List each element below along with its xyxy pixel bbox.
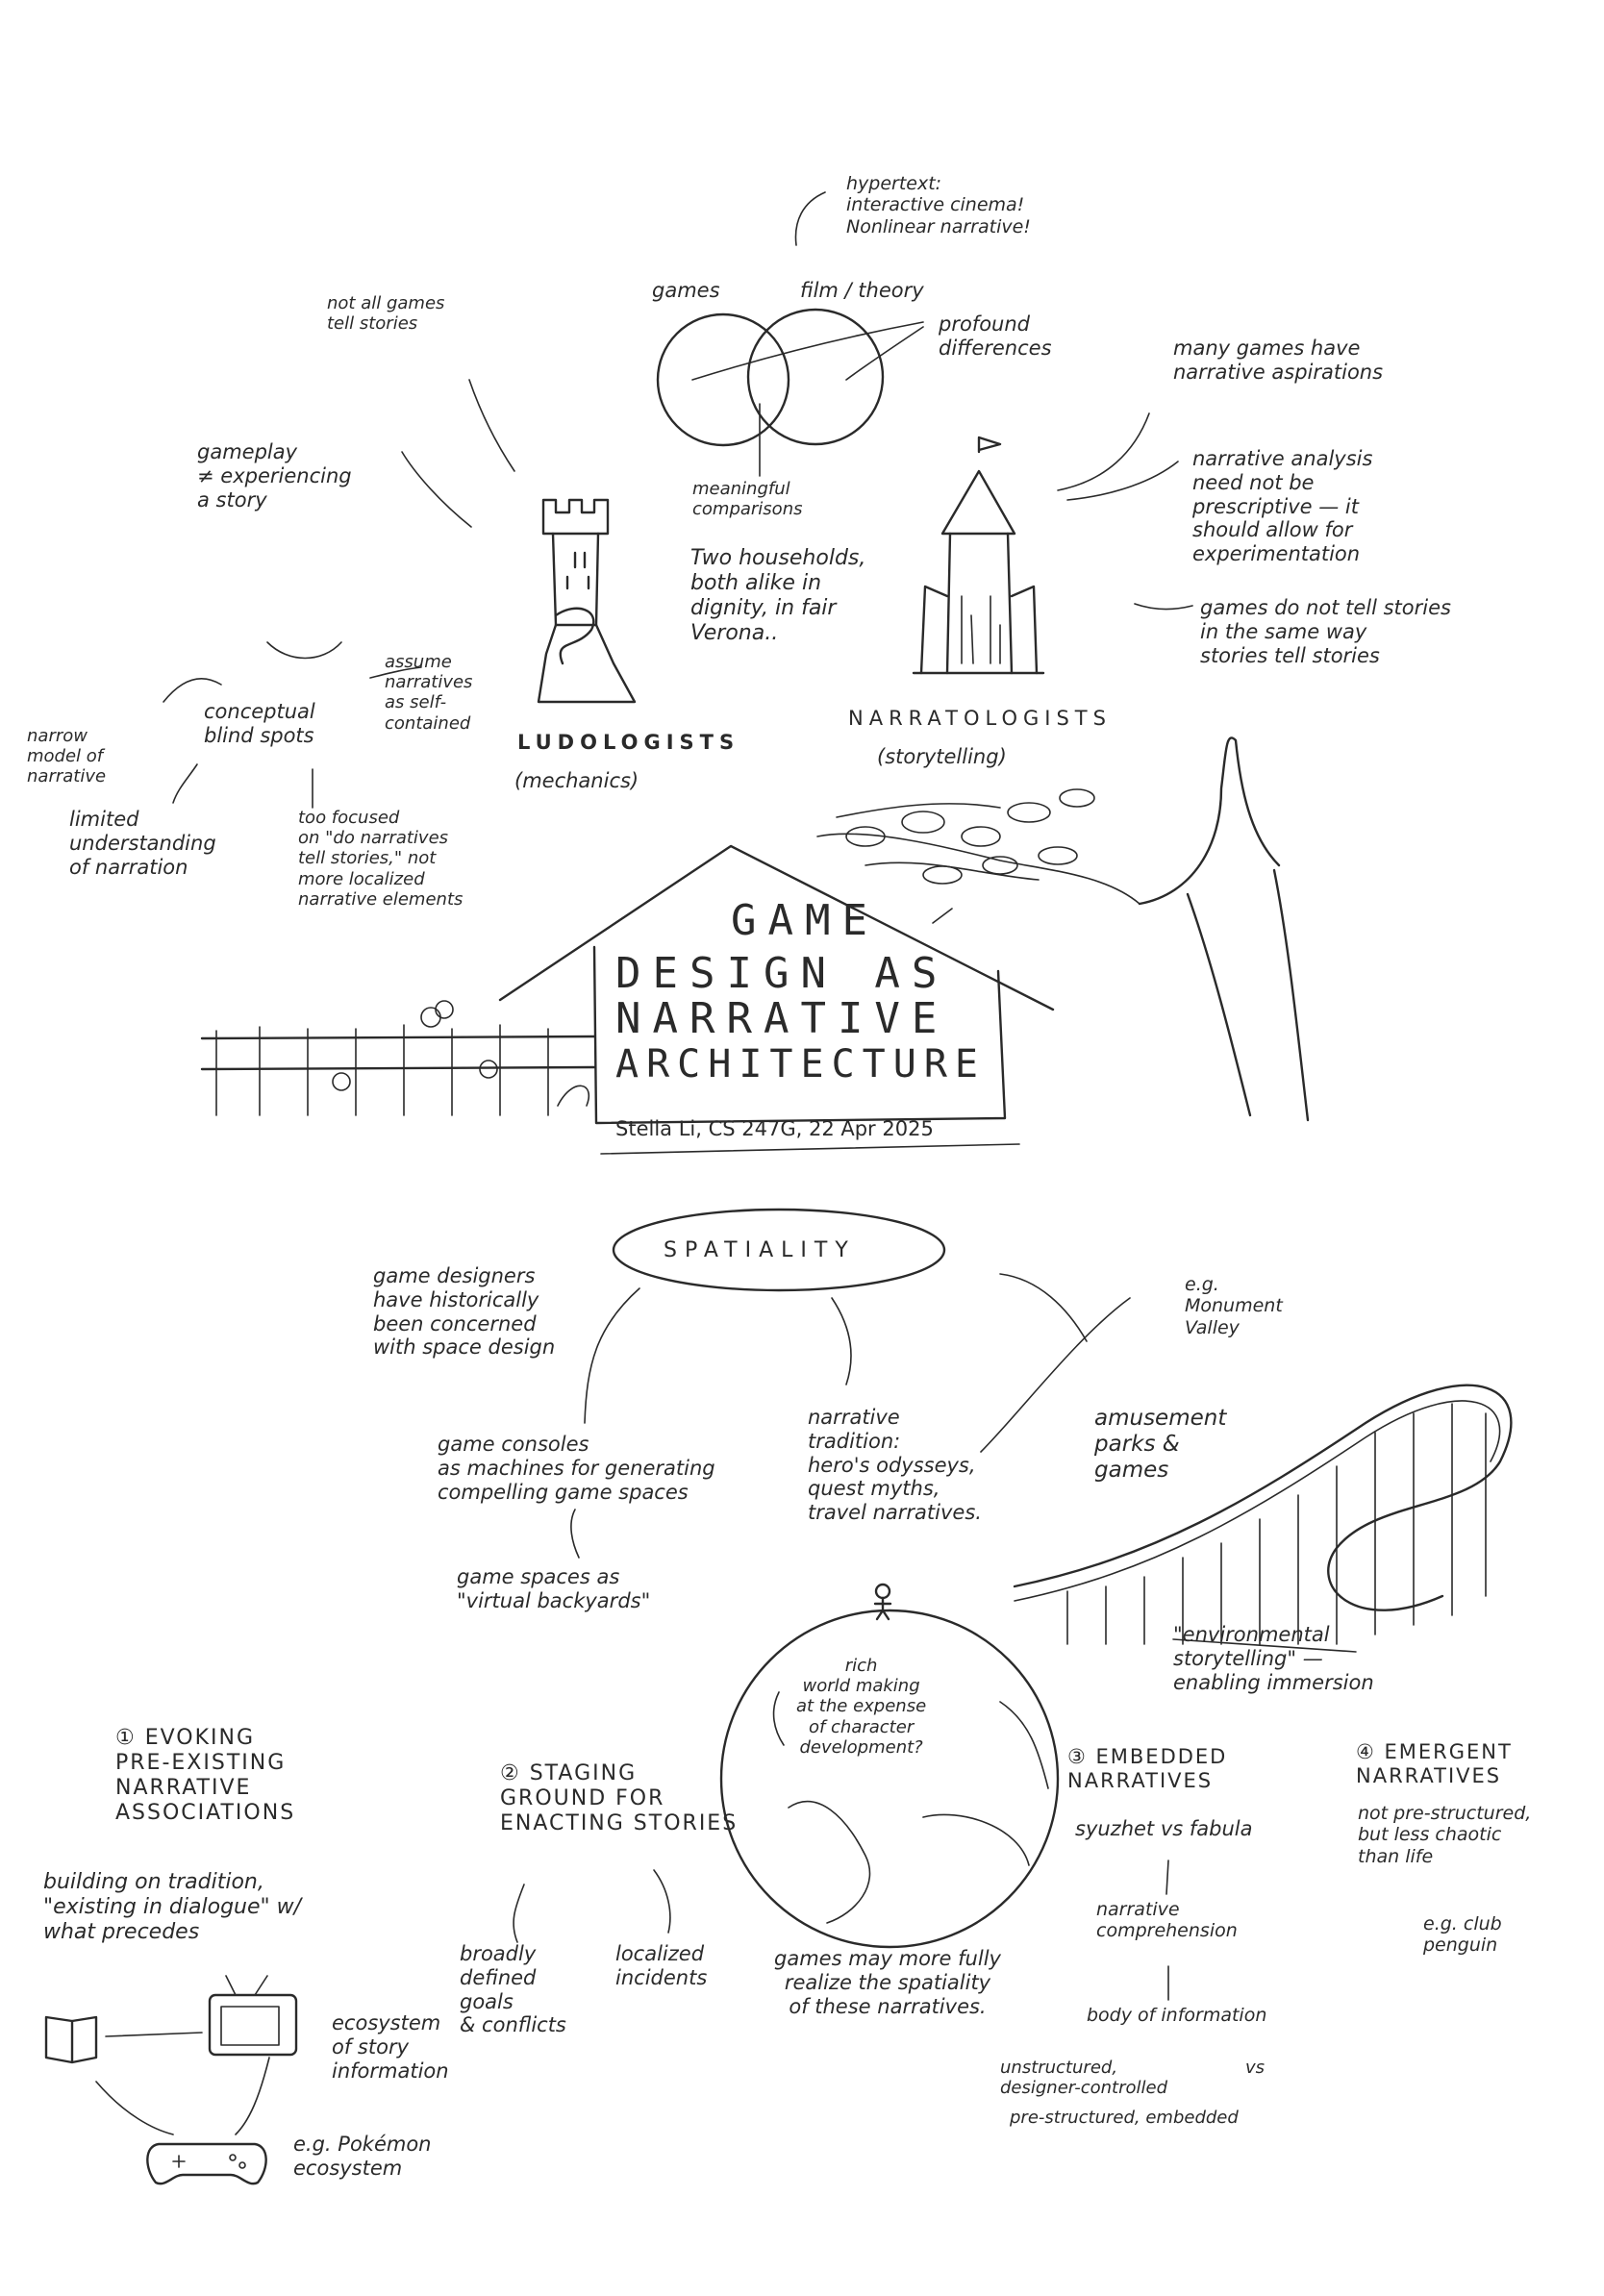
staging-arrow-left [514, 1884, 524, 1942]
broadly-defined-note: broadly defined goals & conflicts [460, 1942, 566, 2037]
pokemon-note: e.g. Pokémon ecosystem [293, 2133, 432, 2180]
two-households-quote: Two households, both alike in dignity, in fair Verona.. [690, 546, 866, 645]
many-games-note: many games have narrative aspirations [1173, 337, 1384, 384]
building-on-note: building on tradition, "existing in dialogue" w/ what precedes [43, 1870, 302, 1944]
spatiality-arrow-right [1000, 1274, 1087, 1341]
narrative-analysis-note: narrative analysis need not be prescriptive — it should allow for experimentation [1192, 447, 1373, 566]
emergent-heading: ④ EMERGENT NARRATIVES [1356, 1740, 1513, 1787]
fence-drawing [202, 1001, 594, 1115]
rook-tower-drawing [539, 500, 635, 702]
not-all-games-arrow [469, 380, 514, 471]
spatiality-label: SPATIALITY [664, 1238, 856, 1262]
staging-arrow-right [654, 1870, 670, 1933]
limited-understanding-note: limited understanding of narration [69, 808, 216, 879]
storytelling-subheading: (storytelling) [877, 745, 1007, 768]
venn-diagram [658, 310, 923, 476]
evoking-heading: ① EVOKING PRE-EXISTING NARRATIVE ASSOCIATIONS [115, 1726, 296, 1825]
unstructured-note: unstructured, designer-controlled [1000, 2058, 1167, 2099]
profound-differences-note: profound differences [939, 312, 1052, 360]
spatiality-arrow-mid [832, 1298, 851, 1385]
blind-spots-eye [267, 642, 341, 659]
book-tv-line [106, 2033, 202, 2036]
byline: Stella Li, CS 247G, 22 Apr 2025 [615, 1117, 934, 1140]
spatiality-arrow-left [585, 1288, 639, 1423]
meaningful-comparisons-note: meaningful comparisons [692, 479, 803, 520]
club-penguin-note: e.g. club penguin [1423, 1913, 1502, 1957]
mechanics-subheading: (mechanics) [514, 769, 639, 792]
title-line-2: DESIGN AS [615, 949, 949, 998]
games-may-more-note: games may more fully realize the spatiality of these narratives. [774, 1947, 1001, 2018]
game-designers-note: game designers have historically been concerned with space design [373, 1264, 556, 1360]
castle-drawing [914, 437, 1043, 673]
world-making-note: rich world making at the expense of character development? [796, 1656, 927, 1758]
staging-heading: ② STAGING GROUND FOR ENACTING STORIES [500, 1761, 739, 1835]
games-do-not-arrow [1135, 604, 1192, 610]
ecosystem-note: ecosystem of story information [332, 2011, 449, 2083]
localized-incidents-note: localized incidents [615, 1942, 708, 1989]
hypertext-connector [795, 192, 825, 245]
narrow-model-note: narrow model of narrative [27, 726, 107, 787]
book-drawing [46, 2017, 96, 2062]
film-theory-label: film / theory [800, 279, 924, 302]
narrow-arrow [163, 679, 221, 702]
not-all-games-note: not all games tell stories [327, 293, 445, 335]
syuzhet-note: syuzhet vs fabula [1075, 1817, 1253, 1840]
embedded-arrow-1 [1166, 1860, 1168, 1894]
gameplay-note: gameplay ≠ experiencing a story [197, 440, 352, 512]
tv-drawing [210, 1976, 296, 2055]
games-do-not-note: games do not tell stories in the same way stories tell stories [1200, 596, 1451, 667]
game-controller-drawing [147, 2144, 265, 2184]
games-label: games [652, 279, 720, 302]
assume-narratives-note: assume narratives as self- contained [385, 652, 473, 734]
title-line-1: GAME [731, 896, 879, 945]
limited-arrow [173, 764, 197, 803]
narrative-comprehension-note: narrative comprehension [1096, 1899, 1238, 1942]
narratologists-heading: NARRATOLOGISTS [848, 707, 1112, 730]
pre-structured-note: pre-structured, embedded [1010, 2108, 1239, 2128]
narrative-tradition-note: narrative tradition: hero's odysseys, quest myths, travel narratives. [808, 1406, 982, 1525]
virtual-backyards-note: game spaces as "virtual backyards" [457, 1565, 651, 1612]
conceptual-blind-spots-note: conceptual blind spots [204, 700, 315, 747]
embedded-heading: ③ EMBEDDED NARRATIVES [1067, 1745, 1228, 1792]
title-line-3: NARRATIVE [615, 994, 949, 1043]
narrative-analysis-arrow [1067, 462, 1178, 500]
ecosystem-lines [96, 2058, 269, 2134]
roller-coaster-drawing [1015, 1385, 1511, 1644]
consoles-arrow [571, 1510, 579, 1558]
vs-note: vs [1245, 2058, 1266, 2078]
byline-underline [601, 1144, 1019, 1154]
ludologists-heading: LUDOLOGISTS [517, 731, 740, 754]
amusement-parks-note: amusement parks & games [1094, 1406, 1227, 1484]
too-focused-note: too focused on "do narratives tell stories," not more localized narrative elements [298, 808, 464, 910]
many-games-arrow [1058, 413, 1149, 490]
title-line-4: ARCHITECTURE [615, 1042, 986, 1086]
body-of-information-note: body of information [1087, 2005, 1267, 2026]
hypertext-note: hypertext: interactive cinema! Nonlinear narrative! [846, 173, 1031, 237]
globe-drawing [721, 1585, 1058, 1947]
environmental-storytelling-note: "environmental storytelling" — enabling immersion [1173, 1623, 1374, 1694]
monument-valley-note: e.g. Monument Valley [1185, 1274, 1283, 1338]
not-pre-structured-note: not pre-structured, but less chaotic than life [1358, 1803, 1532, 1867]
game-consoles-note: game consoles as machines for generating compelling game spaces [438, 1433, 715, 1504]
gameplay-arrow [402, 452, 471, 527]
